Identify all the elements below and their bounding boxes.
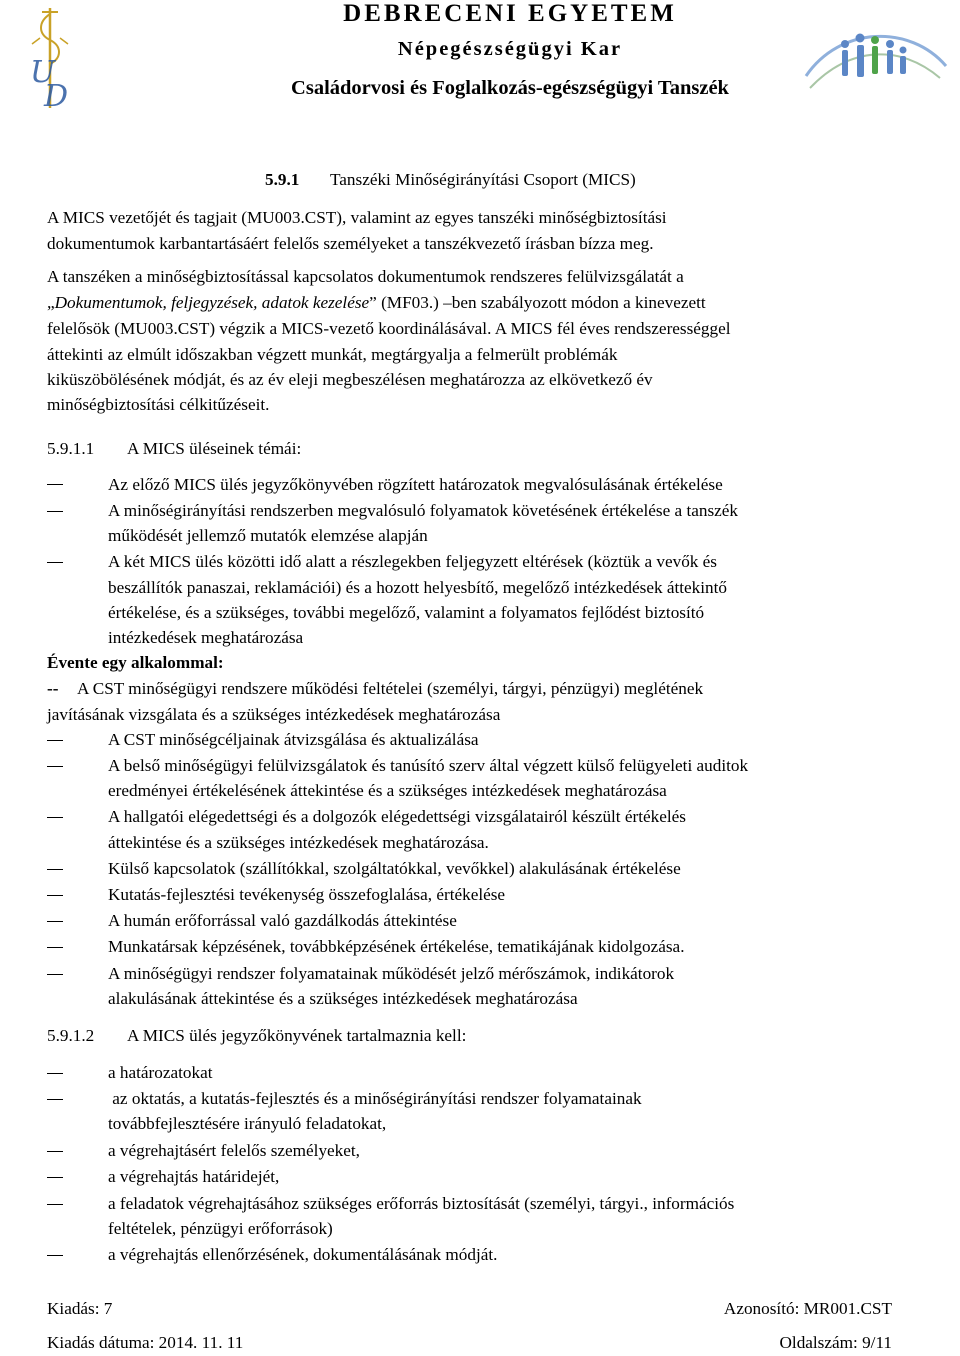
list-item: a határozatokat [108, 1063, 213, 1082]
department-name: Családorvosi és Foglalkozás-egészségügyi Tanszék [291, 77, 729, 99]
list-item-cont: feltételek, pénzügyi erőforrások) [108, 1219, 333, 1238]
list-item: A minőségügyi rendszer folyamatainak működését jelző mérőszámok, indikátorok [108, 964, 675, 983]
list-dash [47, 895, 63, 896]
list-dash [47, 1073, 63, 1074]
list-item: A két MICS ülés közötti idő alatt a részlegekben feljegyzett eltérések (köztük a vevők és [108, 552, 717, 571]
svg-text:U: U [30, 55, 56, 90]
section-number: 5.9.1 [265, 170, 300, 189]
list-item: A belső minőségügyi felülvizsgálatok és tanúsító szerv által végzett külső felügyeleti auditok [108, 756, 749, 775]
list-dash [47, 1255, 63, 1256]
quote-open: „ [47, 293, 55, 312]
footer-date: Kiadás dátuma: 2014. 11. 11 [47, 1333, 244, 1352]
list-item: a végrehajtás határidejét, [108, 1167, 280, 1186]
list-dash [47, 1151, 63, 1152]
list-item: A hallgatói elégedettségi és a dolgozók elégedettségi vizsgálatairól készült értékelés [108, 807, 686, 826]
list-item-cont: értékelése, és a szükséges, további megelőző, valamint a folyamatos fejlődést biztosító [108, 603, 705, 622]
subsection-number: 5.9.1.1 [47, 439, 95, 458]
annual-heading: Évente egy alkalommal: [47, 653, 224, 672]
list-dash [47, 921, 63, 922]
list-item: Külső kapcsolatok (szállítókkal, szolgáltatókkal, vevőkkel) alakulásának értékelése [108, 859, 681, 878]
annual-lead-marker: -- [47, 679, 59, 698]
intro-line: minőségbiztosítási célkitűzéseit. [47, 395, 270, 414]
document-reference: Dokumentumok, feljegyzések, adatok kezelése [54, 293, 370, 312]
list-item: A humán erőforrással való gazdálkodás áttekintése [108, 911, 457, 930]
section-title: Tanszéki Minőségirányítási Csoport (MICS) [330, 170, 636, 189]
subsection-title: A MICS üléseinek témái: [127, 439, 302, 458]
list-item-cont: eredményei értékelésének áttekintése és a szükséges intézkedések meghatározása [108, 781, 667, 800]
list-dash [47, 1099, 63, 1100]
list-item: Kutatás-fejlesztési tevékenység összefoglalása, értékelése [108, 885, 506, 904]
list-dash [47, 740, 63, 741]
list-item-cont: továbbfejlesztésére irányuló feladatokat, [108, 1114, 387, 1133]
list-item: Az előző MICS ülés jegyzőkönyvében rögzített határozatok megvalósulásának értékelése [108, 475, 723, 494]
footer-page-number: Oldalszám: 9/11 [779, 1333, 892, 1352]
list-dash [47, 562, 63, 563]
intro-line: áttekinti az elmúlt időszakban végzett munkát, megtárgyalja a felmerült problémák [47, 345, 618, 364]
annual-lead-cont: javításának vizsgálata és a szükséges intézkedések meghatározása [47, 705, 501, 724]
list-dash [47, 947, 63, 948]
intro-line: A tanszéken a minőségbiztosítással kapcsolatos dokumentumok rendszeres felülvizsgálatát a [47, 267, 684, 286]
subsection-number: 5.9.1.2 [47, 1026, 95, 1045]
university-logo [22, 4, 78, 112]
footer-edition: Kiadás: 7 [47, 1299, 113, 1318]
university-name: DEBRECENI EGYETEM [343, 0, 677, 27]
list-item: az oktatás, a kutatás-fejlesztés és a minőségirányítási rendszer folyamatainak [108, 1089, 642, 1108]
list-item-cont: intézkedések meghatározása [108, 628, 304, 647]
list-item: A minőségirányítási rendszerben megvalósuló folyamatok követésének értékelése a tanszék [108, 501, 738, 520]
intro-line: dokumentumok karbantartásáért felelős személyeket a tanszékvezető írásban bízza meg. [47, 234, 654, 253]
list-item: Munkatársak képzésének, továbbképzésének értékelése, tematikájának kidolgozása. [108, 937, 685, 956]
list-item-cont: áttekintése és a szükséges intézkedések meghatározása. [108, 833, 489, 852]
intro-line: kiküszöbölésének módját, és az év eleji megbeszélésen meghatározza az elkövetkező év [47, 370, 653, 389]
svg-text:D: D [44, 79, 69, 112]
list-dash [47, 511, 63, 512]
intro-line-rest: ” (MF03.) –ben szabályozott módon a kinevezett [369, 293, 706, 312]
list-item: a végrehajtás ellenőrzésének, dokumentálásának módját. [108, 1245, 498, 1264]
footer-identifier: Azonosító: MR001.CST [723, 1299, 892, 1318]
list-dash [47, 1204, 63, 1205]
list-item: A CST minőségcéljainak átvizsgálása és aktualizálása [108, 730, 479, 749]
list-dash [47, 484, 63, 485]
intro-line: felelősök (MU003.CST) végzik a MICS-vezető koordinálásával. A MICS fél éves rendszerességgel [47, 319, 731, 338]
subsection-title: A MICS ülés jegyzőkönyvének tartalmaznia kell: [127, 1026, 467, 1045]
faculty-name: Népegészségügyi Kar [397, 38, 623, 60]
list-dash [47, 766, 63, 767]
list-dash [47, 1177, 63, 1178]
annual-lead: A CST minőségügyi rendszere működési feltételei (személyi, tárgyi, pénzügyi) meglétének [77, 679, 704, 698]
list-item-cont: beszállítók panaszai, reklamációi) és a hozott helyesbítő, megelőző intézkedések áttekintő [108, 578, 727, 597]
intro-line: A MICS vezetőjét és tagjait (MU003.CST), valamint az egyes tanszéki minőségbiztosítási [47, 208, 667, 227]
list-dash [47, 817, 63, 818]
list-dash [47, 974, 63, 975]
list-item: a végrehajtásért felelős személyeket, [108, 1141, 360, 1160]
intro-line-ref [47, 290, 706, 316]
list-item-cont: működését jellemző mutatók elemzése alapján [108, 526, 428, 545]
list-item-cont: alakulásának áttekintése és a szükséges intézkedések meghatározása [108, 989, 578, 1008]
list-dash [47, 869, 63, 870]
list-item: a feladatok végrehajtásához szükséges erőforrás biztosítását (személyi, tárgyi., információs [108, 1194, 735, 1213]
